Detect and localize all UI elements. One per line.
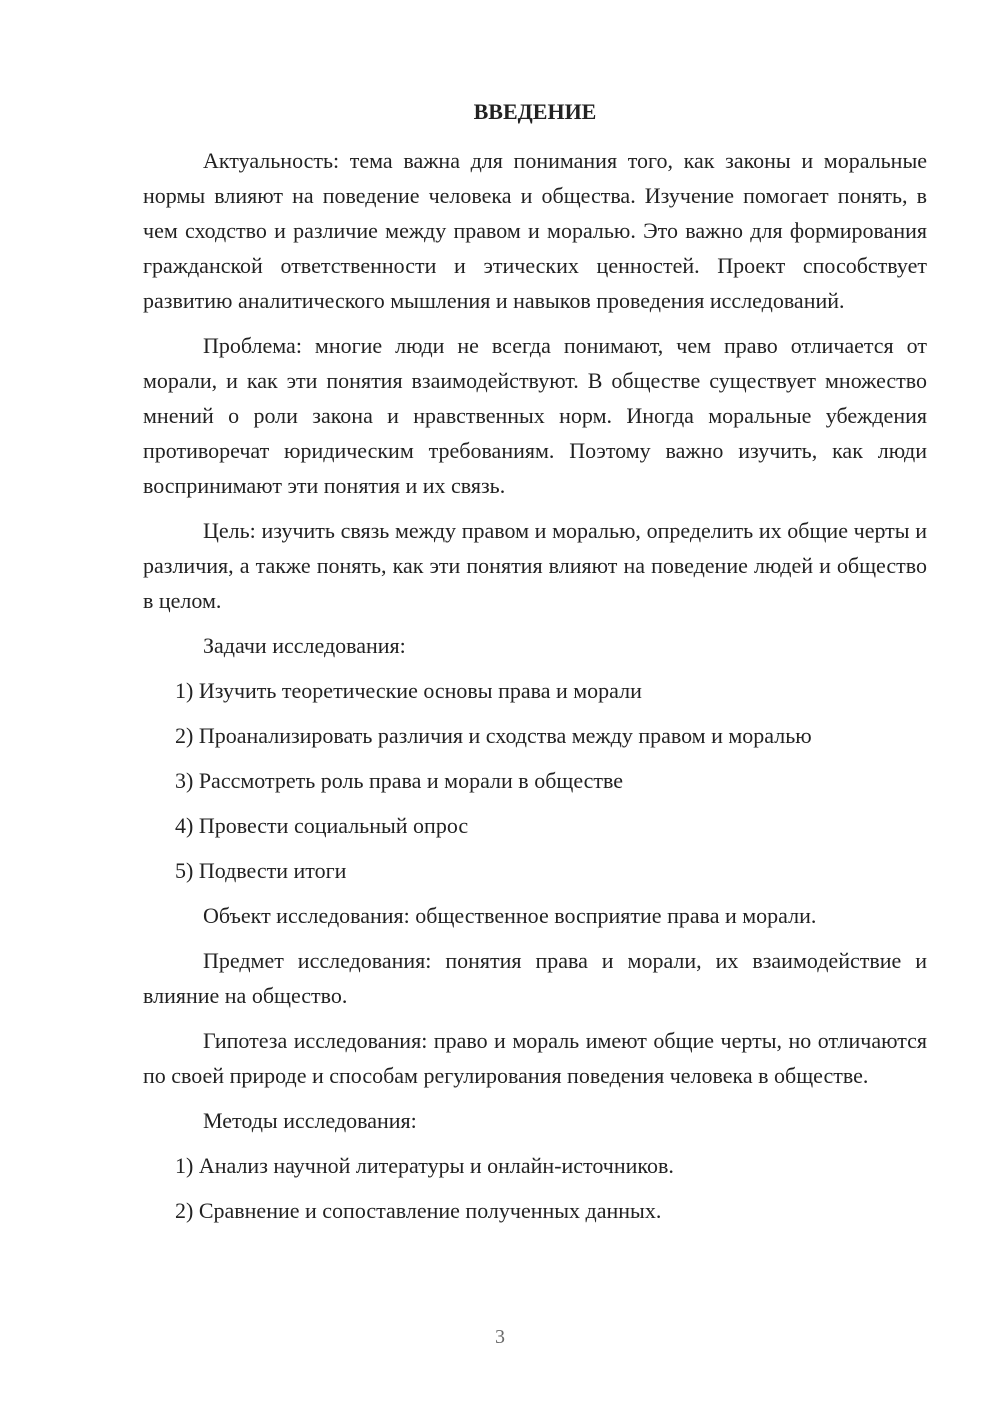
method-item: 2) Сравнение и сопоставление полученных данных. xyxy=(175,1198,662,1223)
goal-paragraph: Цель: изучить связь между правом и моралью, определить их общие черты и различия, а также понять, как эти понятия влияют на поведение людей и общество в целом. xyxy=(143,518,927,613)
relevance-paragraph: Актуальность: тема важна для понимания того, как законы и моральные нормы влияют на поведение человека и общества. Изучение помогает понять, в чем сходство и различие между правом и моралью. Это важно для формирования гражданской ответственности и этических ценностей. Проект способствует развитию аналитического мышления и навыков проведения исследований. xyxy=(143,148,927,313)
tasks-heading: Задачи исследования: xyxy=(203,633,406,658)
page-number: 3 xyxy=(495,1326,505,1348)
task-item: 1) Изучить теоретические основы права и морали xyxy=(175,678,642,703)
task-item: 2) Проанализировать различия и сходства между правом и моралью xyxy=(175,723,812,748)
subject-paragraph: Предмет исследования: понятия права и морали, их взаимодействие и влияние на общество. xyxy=(143,948,927,1008)
hypothesis-paragraph: Гипотеза исследования: право и мораль имеют общие черты, но отличаются по своей природе и способам регулирования поведения человека в обществе. xyxy=(143,1028,927,1088)
problem-paragraph: Проблема: многие люди не всегда понимают, чем право отличается от морали, и как эти понятия взаимодействуют. В обществе существует множество мнений о роли закона и нравственных норм. Иногда моральные убеждения противоречат юридическим требованиям. Поэтому важно изучить, как люди воспринимают эти понятия и их связь. xyxy=(143,333,927,498)
task-item: 5) Подвести итоги xyxy=(175,858,347,883)
methods-heading: Методы исследования: xyxy=(203,1108,417,1133)
task-item: 4) Провести социальный опрос xyxy=(175,813,469,838)
section-title: ВВЕДЕНИЕ xyxy=(473,99,597,124)
page-content xyxy=(143,94,927,1238)
task-item: 3) Рассмотреть роль права и морали в обществе xyxy=(175,768,624,793)
method-item: 1) Анализ научной литературы и онлайн-источников. xyxy=(175,1153,674,1178)
object-paragraph: Объект исследования: общественное восприятие права и морали. xyxy=(203,903,817,928)
